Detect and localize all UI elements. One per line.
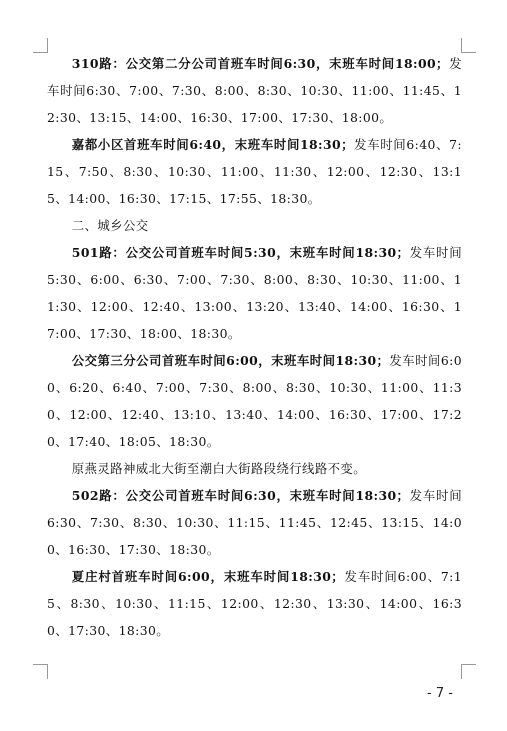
- page-number: - 7 -: [427, 686, 453, 701]
- branch-3-paragraph: [47, 347, 462, 455]
- route-501-paragraph: [47, 239, 462, 347]
- section-heading: 二、城乡公交: [71, 218, 149, 233]
- detour-note: 原燕灵路神威北大街至潮白大街路段绕行线路不变。: [71, 461, 366, 476]
- document-body: [47, 50, 462, 644]
- crop-mark-top-left: [33, 38, 48, 53]
- detour-note-paragraph: [47, 455, 462, 482]
- route-502-times: 发车时间6:30、7:30、8:30、10:30、11:15、11:45、12:45、13:15、14:00、16:30、17:30、18:30。: [47, 488, 462, 557]
- xiazhuang-paragraph: [47, 563, 462, 644]
- route-501-heading: 501路：公交公司首班车时间5:30，末班车时间18:30；: [71, 245, 410, 260]
- xiazhuang-times: 发车时间6:00、7:15、8:30、10:30、11:15、12:00、12:30、13:30、14:00、16:30、17:30、18:30。: [47, 569, 462, 638]
- section-heading-paragraph: [47, 212, 462, 239]
- branch-3-heading: 公交第三分公司首班车时间6:00，末班车时间18:30；: [71, 353, 390, 368]
- xiazhuang-heading: 夏庄村首班车时间6:00，末班车时间18:30；: [71, 569, 345, 584]
- jiadu-heading: 嘉都小区首班车时间6:40，末班车时间18:30；: [71, 137, 354, 152]
- route-310-paragraph: [47, 50, 462, 131]
- route-310-times: 发车时间6:30、7:00、7:30、8:00、8:30、10:30、11:00、11:45、12:30、13:15、14:00、16:30、17:00、17:30、18:00。: [47, 56, 462, 125]
- route-501-times: 发车时间5:30、6:00、6:30、7:00、7:30、8:00、8:30、10:30、11:00、11:30、12:00、12:40、13:00、13:20、13:40、14:00、16:30、17:00、17:30、18:00、18:30。: [47, 245, 462, 341]
- crop-mark-bottom-right: [461, 664, 476, 679]
- crop-mark-top-right: [461, 38, 476, 53]
- jiadu-paragraph: [47, 131, 462, 212]
- route-502-heading: 502路：公交公司首班车时间6:30，末班车时间18:30；: [71, 488, 410, 503]
- route-502-paragraph: [47, 482, 462, 563]
- crop-mark-bottom-left: [33, 664, 48, 679]
- branch-3-times: 发车时间6:00、6:20、6:40、7:00、7:30、8:00、8:30、10:30、11:00、11:30、12:00、12:40、13:10、13:40、14:00、16:30、17:00、17:20、17:40、18:05、18:30。: [47, 353, 462, 449]
- route-310-heading: 310路：公交第二分公司首班车时间6:30，末班车时间18:00；: [71, 56, 449, 71]
- jiadu-times: 发车时间6:40、7:15、7:50、8:30、10:30、11:00、11:30、12:00、12:30、13:15、14:00、16:30、17:15、17:55、18:30。: [47, 137, 462, 206]
